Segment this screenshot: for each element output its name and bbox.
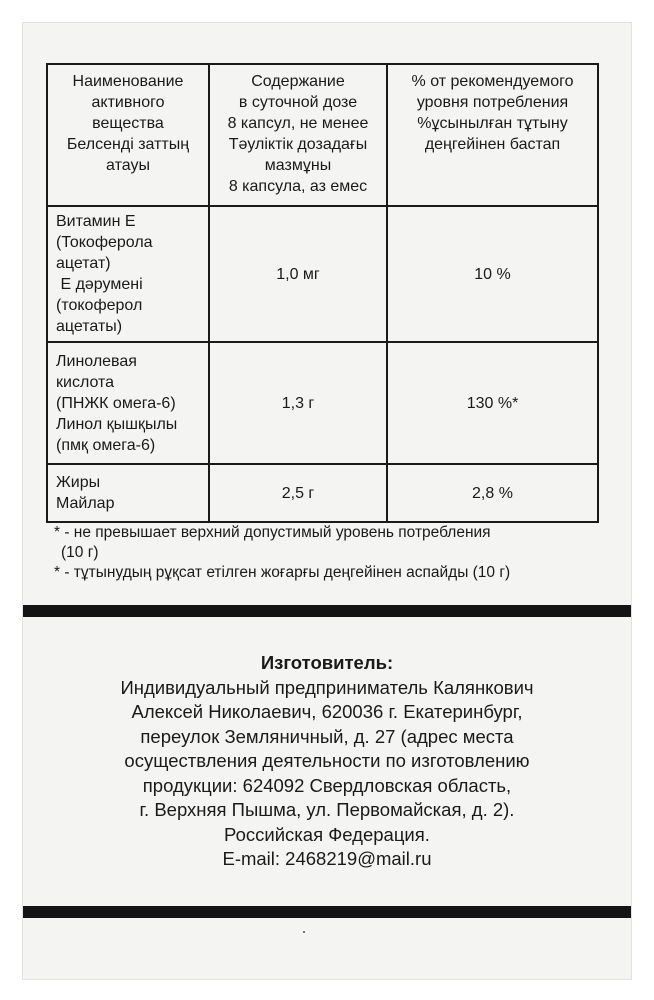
footnote-kz: * - тұтынудың рұқсат етілген жоғарғы деңгейінен аспайды (10 г) [54,564,511,581]
manufacturer-line: переулок Земляничный, д. 27 (адрес места [140,725,514,747]
table-row [47,342,598,464]
manufacturer-email: E-mail: 2468219@mail.ru [222,848,432,869]
row-substance-name: Витамин Е (Токоферола ацетат) Е дәрумені (токоферол ацетаты) [47,206,209,342]
divider-band-bottom [23,906,631,918]
table-row [47,464,598,522]
label-sheet [22,22,632,980]
manufacturer-line: г. Верхняя Пышма, ул. Первомайская, д. 2). [139,799,515,820]
divider-band-top [23,605,631,617]
manufacturer-line: Индивидуальный предприниматель Калянкович [120,676,534,698]
footnote-ru-cont: (10 г) [61,544,99,561]
table-header-row [47,64,598,206]
manufacturer-block [23,651,631,872]
row-dose-value: 2,5 г [209,464,387,522]
manufacturer-title: Изготовитель: [260,652,394,673]
nutrition-table [46,63,599,523]
row-percent-value: 2,8 % [387,464,598,522]
manufacturer-line: Российская Федерация. [224,823,430,845]
row-substance-name: Линолевая кислота (ПНЖК омега-6) Линол қышқылы (пмқ омега-6) [47,342,209,464]
manufacturer-line: Алексей Николаевич, 620036 г. Екатеринбург, [131,701,523,722]
table-row [47,206,598,342]
print-dot [303,931,305,933]
header-daily-dose: Содержание в суточной дозе 8 капсул, не менее Тәуліктік дозадағы мазмұны 8 капсула, аз емес [209,64,387,206]
header-substance-name: Наименование активного вещества Белсенді заттың атауы [47,64,209,206]
row-dose-value: 1,0 мг [209,206,387,342]
manufacturer-line: продукции: 624092 Свердловская область, [142,774,512,796]
row-percent-value: 10 % [387,206,598,342]
header-percent-recommended: % от рекомендуемого уровня потребления %ұсынылған тұтыну деңгейінен бастап [387,64,598,206]
footnote-ru: * - не превышает верхний допустимый уровень потребления [54,524,491,541]
row-dose-value: 1,3 г [209,342,387,464]
row-substance-name: Жиры Майлар [47,464,209,522]
manufacturer-line: осуществления деятельности по изготовлению [124,750,530,771]
footnotes [54,523,624,583]
row-percent-value: 130 %* [387,342,598,464]
